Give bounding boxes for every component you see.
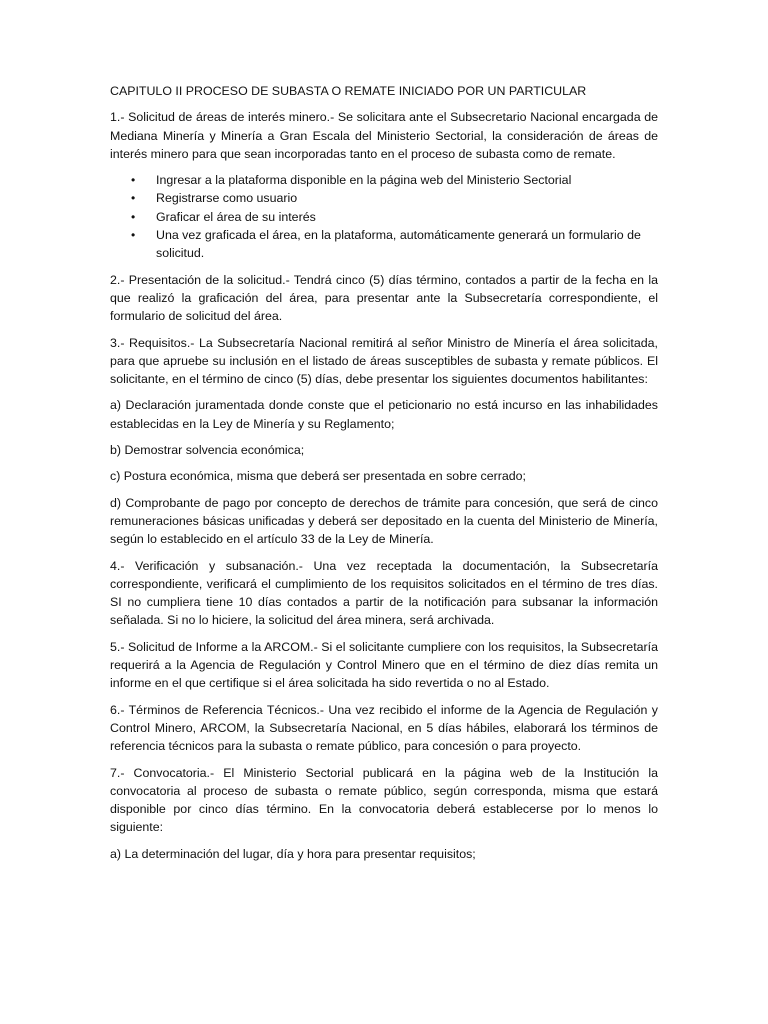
requirement-b: b) Demostrar solvencia económica;	[110, 443, 305, 458]
paragraph-7-convocatoria: 7.- Convocatoria.- El Ministerio Sectorial publicará en la página web de la Institución la convocatoria al proceso de subasta o remate público, según corresponda, misma que estará disponible por cinco días término. En la convocatoria deberá establecerse por lo menos lo siguiente:	[110, 765, 658, 835]
bullet-item	[110, 208, 658, 226]
requirement-d: d) Comprobante de pago por concepto de derechos de trámite para concesión, que será de cinco remuneraciones básicas unificadas y deberá ser depositado en la cuenta del Ministerio de Minería, según lo establecido en el artículo 33 de la Ley de Minería.	[110, 495, 658, 547]
document-page	[110, 82, 658, 871]
paragraph-2-presentacion: 2.- Presentación de la solicitud.- Tendrá cinco (5) días término, contados a partir de la fecha en la que realizó la graficación del área, para presentar ante la Subsecretaría correspondiente, el formulario de solicitud del área.	[110, 272, 658, 324]
bullet-item	[110, 171, 658, 189]
bullet-icon: •	[131, 228, 136, 243]
bullet-icon: •	[131, 209, 136, 224]
paragraph-3-requisitos: 3.- Requisitos.- La Subsecretaría Nacional remitirá al señor Ministro de Minería el área solicitada, para que apruebe su inclusión en el listado de áreas susceptibles de subasta y remate públicos. El solicitante, en el término de cinco (5) días, debe presentar los siguientes documentos habilitantes:	[110, 335, 658, 387]
requirement-a: a) Declaración juramentada donde conste que el peticionario no está incurso en las inhabilidades establecidas en la Ley de Minería y su Reglamento;	[110, 398, 658, 431]
paragraph-6-terminos-referencia: 6.- Términos de Referencia Técnicos.- Una vez recibido el informe de la Agencia de Regulación y Control Minero, ARCOM, la Subsecretaría Nacional, en 5 días hábiles, elaborará los términos de referencia técnicos para la subasta o remate público, para concesión o para proyecto.	[110, 702, 658, 754]
bullet-text: Ingresar a la plataforma disponible en la página web del Ministerio Sectorial	[156, 173, 572, 188]
bullet-text: Graficar el área de su interés	[156, 209, 316, 224]
paragraph-5-informe-arcom: 5.- Solicitud de Informe a la ARCOM.- Si el solicitante cumpliere con los requisitos, la Subsecretaría requerirá a la Agencia de Regulación y Control Minero que en el término de diez días remita un informe en el que certifique si el área solicitada ha sido revertida o no al Estado.	[110, 639, 658, 691]
paragraph-1: 1.- Solicitud de áreas de interés minero.- Se solicitara ante el Subsecretario Nacional encargada de Mediana Minería y Minería a Gran Escala del Ministerio Sectorial, la consideración de áreas de interés minero para que sean incorporadas tanto en el proceso de subasta como de remate.	[110, 110, 658, 161]
bullet-text: Registrarse como usuario	[156, 191, 298, 206]
bullet-item	[110, 226, 658, 263]
paragraph-4-verificacion: 4.- Verificación y subsanación.- Una vez receptada la documentación, la Subsecretaría correspondiente, verificará el cumplimiento de los requisitos solicitados en el término de tres días. SI no cumpliera tiene 10 días contados a partir de la notificación para subsanar la información señalada. Si no lo hiciere, la solicitud del área minera, será archivada.	[110, 558, 658, 628]
convocatoria-item-a: a) La determinación del lugar, día y hora para presentar requisitos;	[110, 846, 476, 861]
requirement-c: c) Postura económica, misma que deberá ser presentada en sobre cerrado;	[110, 469, 526, 484]
bullet-item	[110, 189, 658, 207]
bullet-text: Una vez graficada el área, en la plataforma, automáticamente generará un formulario de solicitud.	[156, 228, 641, 261]
bullet-icon: •	[131, 173, 136, 188]
bullet-icon: •	[131, 191, 136, 206]
requirements-bullet-list	[110, 171, 658, 262]
chapter-title: CAPITULO II PROCESO DE SUBASTA O REMATE INICIADO POR UN PARTICULAR	[110, 84, 587, 98]
